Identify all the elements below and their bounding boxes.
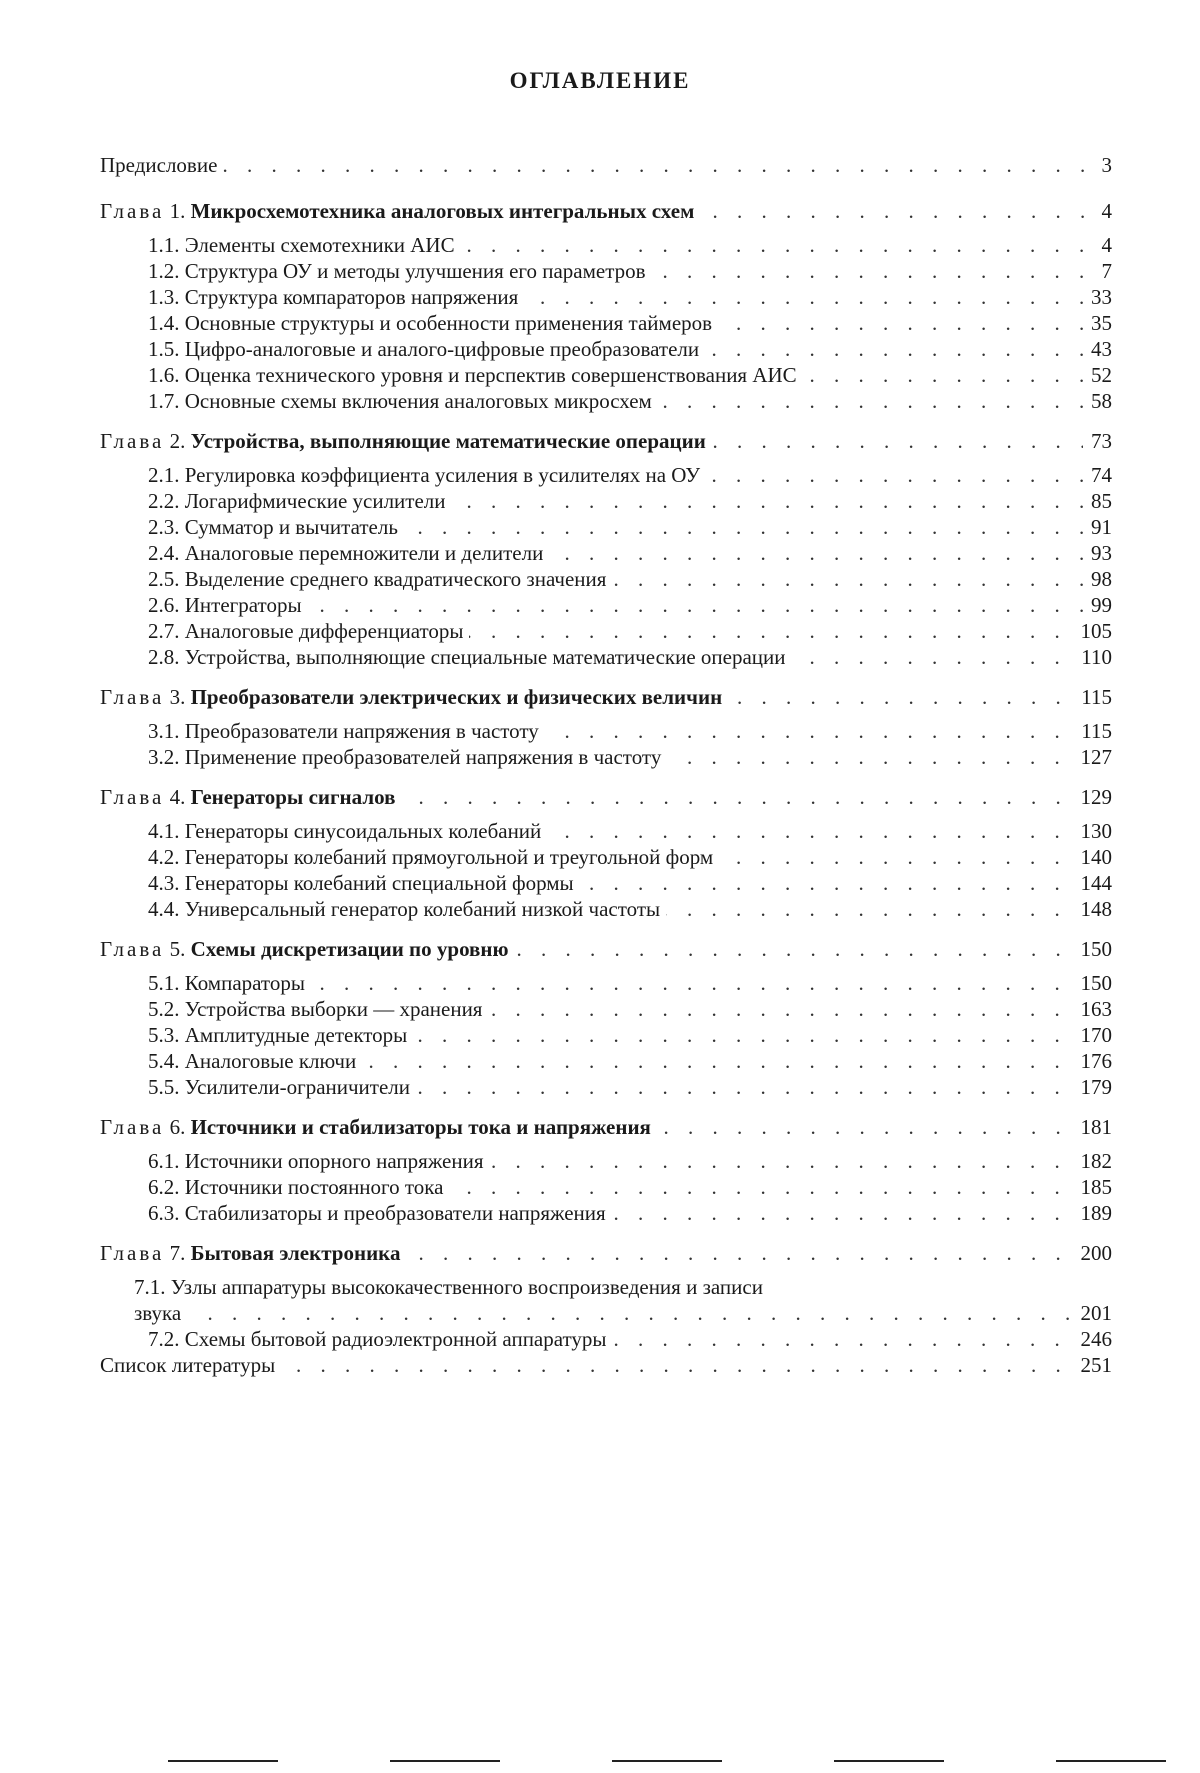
entry-text: [148, 592, 308, 618]
section-number: 3.2.: [148, 745, 185, 769]
page-number: 185: [1073, 1174, 1113, 1200]
page-number: 73: [1083, 428, 1112, 454]
section-title: Аналоговые перемножители и делители: [184, 541, 544, 565]
chapter-number: 6.: [164, 1115, 191, 1139]
section-title: Источники постоянного тока: [184, 1175, 444, 1199]
section-number: 2.1.: [148, 463, 185, 487]
section-title: Генераторы синусоидальных колебаний: [184, 819, 542, 843]
entry-text: [100, 198, 700, 224]
page-number: 115: [1073, 718, 1112, 744]
section-number: 3.1.: [148, 719, 185, 743]
page-number: 246: [1073, 1326, 1113, 1352]
page-number: 43: [1083, 336, 1112, 362]
chapter-entry: [100, 428, 1112, 454]
section-entry: [148, 310, 1112, 336]
page-number: 170: [1073, 1022, 1113, 1048]
section-title: Цифро-аналоговые и аналого-цифровые преобразователи: [184, 337, 700, 361]
section-entry: [148, 566, 1112, 592]
page-number: 148: [1073, 896, 1113, 922]
leader-dots: [134, 1300, 1112, 1326]
section-number: 2.4.: [148, 541, 185, 565]
section-number: 2.3.: [148, 515, 185, 539]
section-title: Компараторы: [184, 971, 305, 995]
entry-text: [148, 896, 666, 922]
section-title: Схемы бытовой радиоэлектронной аппаратуры: [184, 1327, 607, 1351]
section-title: Стабилизаторы и преобразователи напряжения: [184, 1201, 606, 1225]
entry-text: [148, 744, 667, 770]
entry-text: [148, 540, 549, 566]
footer-rule: [168, 1760, 278, 1762]
chapter-word: Глава: [100, 1241, 165, 1265]
section-title: Генераторы колебаний специальной формы: [184, 871, 574, 895]
chapter-word: Глава: [100, 1115, 165, 1139]
entry-text: [100, 684, 728, 710]
entry-text: [148, 514, 404, 540]
section-entry: [148, 1326, 1112, 1352]
entry-text: [100, 784, 401, 810]
entry-text: [148, 1022, 413, 1048]
section-entry: [148, 258, 1112, 284]
entry-label: Список литературы: [100, 1353, 276, 1377]
section-title: Универсальный генератор колебаний низкой частоты: [184, 897, 661, 921]
section-title-continued: звука: [134, 1301, 182, 1325]
entry-text: [148, 362, 803, 388]
section-title: Источники опорного напряжения: [184, 1149, 484, 1173]
section-entry-line: [134, 1274, 763, 1300]
chapter-entry: [100, 684, 1112, 710]
section-number: 4.1.: [148, 819, 185, 843]
chapter-title: Бытовая электроника: [190, 1241, 401, 1265]
chapter-title: Преобразователи электрических и физических величин: [190, 685, 723, 709]
entry-text: [148, 1048, 362, 1074]
entry-text: [148, 1074, 416, 1100]
entry-text: [148, 488, 452, 514]
footer-rule: [1056, 1760, 1166, 1762]
entry-text: [148, 310, 718, 336]
section-number: 5.4.: [148, 1049, 185, 1073]
section-entry: [134, 1300, 1112, 1326]
section-entry: [148, 284, 1112, 310]
entry-text: [148, 566, 612, 592]
section-number: 2.5.: [148, 567, 185, 591]
page-number: 201: [1073, 1300, 1113, 1326]
section-title: Применение преобразователей напряжения в частоту: [184, 745, 662, 769]
section-entry: [148, 1174, 1112, 1200]
section-number: 6.2.: [148, 1175, 185, 1199]
preface-entry: [100, 152, 1112, 178]
section-title: Амплитудные детекторы: [184, 1023, 408, 1047]
section-entry: [148, 388, 1112, 414]
section-number: 5.1.: [148, 971, 185, 995]
entry-text: [100, 1352, 281, 1378]
chapter-number: 5.: [164, 937, 191, 961]
section-title: Устройства выборки — хранения: [184, 997, 483, 1021]
section-title: Усилители-ограничители: [184, 1075, 411, 1099]
page-number: 163: [1073, 996, 1113, 1022]
section-number: 6.1.: [148, 1149, 185, 1173]
page-number: 179: [1073, 1074, 1113, 1100]
section-title: Регулировка коэффициента усиления в усилителях на ОУ: [184, 463, 701, 487]
chapter-title: Схемы дискретизации по уровню: [190, 937, 509, 961]
page-number: 99: [1083, 592, 1112, 618]
chapter-number: 2.: [164, 429, 191, 453]
section-entry: [148, 514, 1112, 540]
page-number: 33: [1083, 284, 1112, 310]
section-title: Логарифмические усилители: [184, 489, 446, 513]
page-number: 200: [1073, 1240, 1113, 1266]
section-number: 1.1.: [148, 233, 185, 257]
section-number: 1.7.: [148, 389, 185, 413]
page-number: 74: [1083, 462, 1112, 488]
references-entry: [100, 1352, 1112, 1378]
chapter-entry: [100, 198, 1112, 224]
chapter-entry: [100, 1240, 1112, 1266]
section-entry: [148, 1048, 1112, 1074]
chapter-number: 1.: [164, 199, 191, 223]
page-number: 7: [1094, 258, 1113, 284]
page-number: 129: [1073, 784, 1113, 810]
page-number: 181: [1073, 1114, 1113, 1140]
chapter-word: Глава: [100, 429, 165, 453]
page-number: 35: [1083, 310, 1112, 336]
page-number: 251: [1073, 1352, 1113, 1378]
section-number: 6.3.: [148, 1201, 185, 1225]
section-entry: [148, 336, 1112, 362]
page-number: 105: [1073, 618, 1113, 644]
entry-text: [148, 1148, 490, 1174]
section-title: Элементы схемотехники АИС: [184, 233, 455, 257]
entry-text: [100, 1114, 657, 1140]
page-number: 150: [1073, 970, 1113, 996]
section-title: Аналоговые ключи: [184, 1049, 357, 1073]
chapter-entry: [100, 936, 1112, 962]
section-title: Структура ОУ и методы улучшения его параметров: [184, 259, 646, 283]
entry-label: Предисловие: [100, 153, 218, 177]
entry-text: [148, 970, 311, 996]
entry-text: [148, 1200, 612, 1226]
chapter-title: Микросхемотехника аналоговых интегральных схем: [190, 199, 695, 223]
section-number: 2.2.: [148, 489, 185, 513]
chapter-word: Глава: [100, 199, 165, 223]
section-entry: [148, 1200, 1112, 1226]
entry-text: [100, 1240, 406, 1266]
chapter-entry: [100, 784, 1112, 810]
entry-text: [148, 996, 488, 1022]
entry-text: [100, 152, 223, 178]
entry-text: [148, 718, 545, 744]
section-entry: [148, 488, 1112, 514]
entry-text: [134, 1300, 187, 1326]
entry-text: [148, 232, 461, 258]
section-title: Интеграторы: [184, 593, 302, 617]
entry-text: [148, 462, 706, 488]
section-entry: [148, 970, 1112, 996]
section-entry: [148, 232, 1112, 258]
page-number: 4: [1094, 232, 1113, 258]
page-number: 93: [1083, 540, 1112, 566]
section-number: 1.2.: [148, 259, 185, 283]
entry-text: [148, 870, 580, 896]
entry-text: [148, 388, 658, 414]
section-entry: [148, 818, 1112, 844]
section-title: Преобразователи напряжения в частоту: [184, 719, 539, 743]
entry-text: [148, 1174, 450, 1200]
chapter-title: Устройства, выполняющие математические операции: [190, 429, 706, 453]
section-number: 5.5.: [148, 1075, 185, 1099]
entry-text: [148, 818, 547, 844]
chapter-number: 3.: [164, 685, 191, 709]
entry-text: [148, 644, 792, 670]
page-number: 3: [1094, 152, 1113, 178]
section-title: Сумматор и вычитатель: [184, 515, 398, 539]
section-entry: [148, 896, 1112, 922]
section-title: Устройства, выполняющие специальные математические операции: [184, 645, 786, 669]
entry-text: [148, 284, 524, 310]
section-number: 4.3.: [148, 871, 185, 895]
section-number: 1.4.: [148, 311, 185, 335]
page-number: 52: [1083, 362, 1112, 388]
section-entry: [148, 744, 1112, 770]
section-entry: [148, 592, 1112, 618]
chapter-entry: [100, 1114, 1112, 1140]
section-number: 7.2.: [148, 1327, 185, 1351]
chapter-word: Глава: [100, 785, 165, 809]
footer-rule: [612, 1760, 722, 1762]
chapter-word: Глава: [100, 937, 165, 961]
entry-text: [100, 428, 712, 454]
section-number: 5.3.: [148, 1023, 185, 1047]
section-number: 2.6.: [148, 593, 185, 617]
section-title: Основные схемы включения аналоговых микросхем: [184, 389, 652, 413]
page-number: 91: [1083, 514, 1112, 540]
entry-text: [100, 936, 515, 962]
section-entry: [148, 540, 1112, 566]
entry-text: [148, 1326, 613, 1352]
section-title: Структура компараторов напряжения: [184, 285, 519, 309]
section-number: 5.2.: [148, 997, 185, 1021]
section-entry: [148, 996, 1112, 1022]
section-entry: [148, 1148, 1112, 1174]
entry-text: [148, 844, 719, 870]
section-title: Узлы аппаратуры высококачественного воспроизведения и записи: [170, 1275, 763, 1299]
section-entry: [148, 362, 1112, 388]
entry-text: [148, 336, 705, 362]
leader-dots: [100, 152, 1112, 178]
section-entry: [148, 618, 1112, 644]
section-title: Оценка технического уровня и перспектив совершенствования АИС: [184, 363, 797, 387]
page-number: 98: [1083, 566, 1112, 592]
page-number: 85: [1083, 488, 1112, 514]
section-entry: [148, 718, 1112, 744]
footer-rule: [390, 1760, 500, 1762]
page-number: 58: [1083, 388, 1112, 414]
page-number: 127: [1073, 744, 1113, 770]
page-number: 140: [1073, 844, 1113, 870]
entry-text: [148, 618, 469, 644]
page-number: 150: [1073, 936, 1113, 962]
chapter-number: 7.: [164, 1241, 191, 1265]
page-number: 130: [1073, 818, 1113, 844]
page-number: 110: [1073, 644, 1112, 670]
section-number: 2.7.: [148, 619, 185, 643]
section-title: Аналоговые дифференциаторы: [184, 619, 464, 643]
section-number: 1.3.: [148, 285, 185, 309]
section-entry: [148, 644, 1112, 670]
page-number: 176: [1073, 1048, 1113, 1074]
page-number: 4: [1094, 198, 1113, 224]
entry-text: [148, 258, 652, 284]
section-entry: [148, 1074, 1112, 1100]
section-number: 2.8.: [148, 645, 185, 669]
page-number: 182: [1073, 1148, 1113, 1174]
section-entry: [148, 1022, 1112, 1048]
section-entry: [148, 870, 1112, 896]
section-title: Основные структуры и особенности применения таймеров: [184, 311, 713, 335]
page-number: 115: [1073, 684, 1112, 710]
section-number: 7.1.: [134, 1275, 171, 1299]
chapter-title: Источники и стабилизаторы тока и напряжения: [190, 1115, 651, 1139]
page-title: ОГЛАВЛЕНИЕ: [509, 68, 691, 93]
page-number: 189: [1073, 1200, 1113, 1226]
chapter-number: 4.: [164, 785, 191, 809]
page-number: 144: [1073, 870, 1113, 896]
section-number: 1.5.: [148, 337, 185, 361]
section-title: Генераторы колебаний прямоугольной и треугольной форм: [184, 845, 714, 869]
section-entry: [148, 462, 1112, 488]
section-entry: [148, 844, 1112, 870]
footer-rule: [834, 1760, 944, 1762]
section-number: 1.6.: [148, 363, 185, 387]
section-number: 4.2.: [148, 845, 185, 869]
chapter-word: Глава: [100, 685, 165, 709]
section-title: Выделение среднего квадратического значения: [184, 567, 607, 591]
section-number: 4.4.: [148, 897, 185, 921]
chapter-title: Генераторы сигналов: [190, 785, 396, 809]
